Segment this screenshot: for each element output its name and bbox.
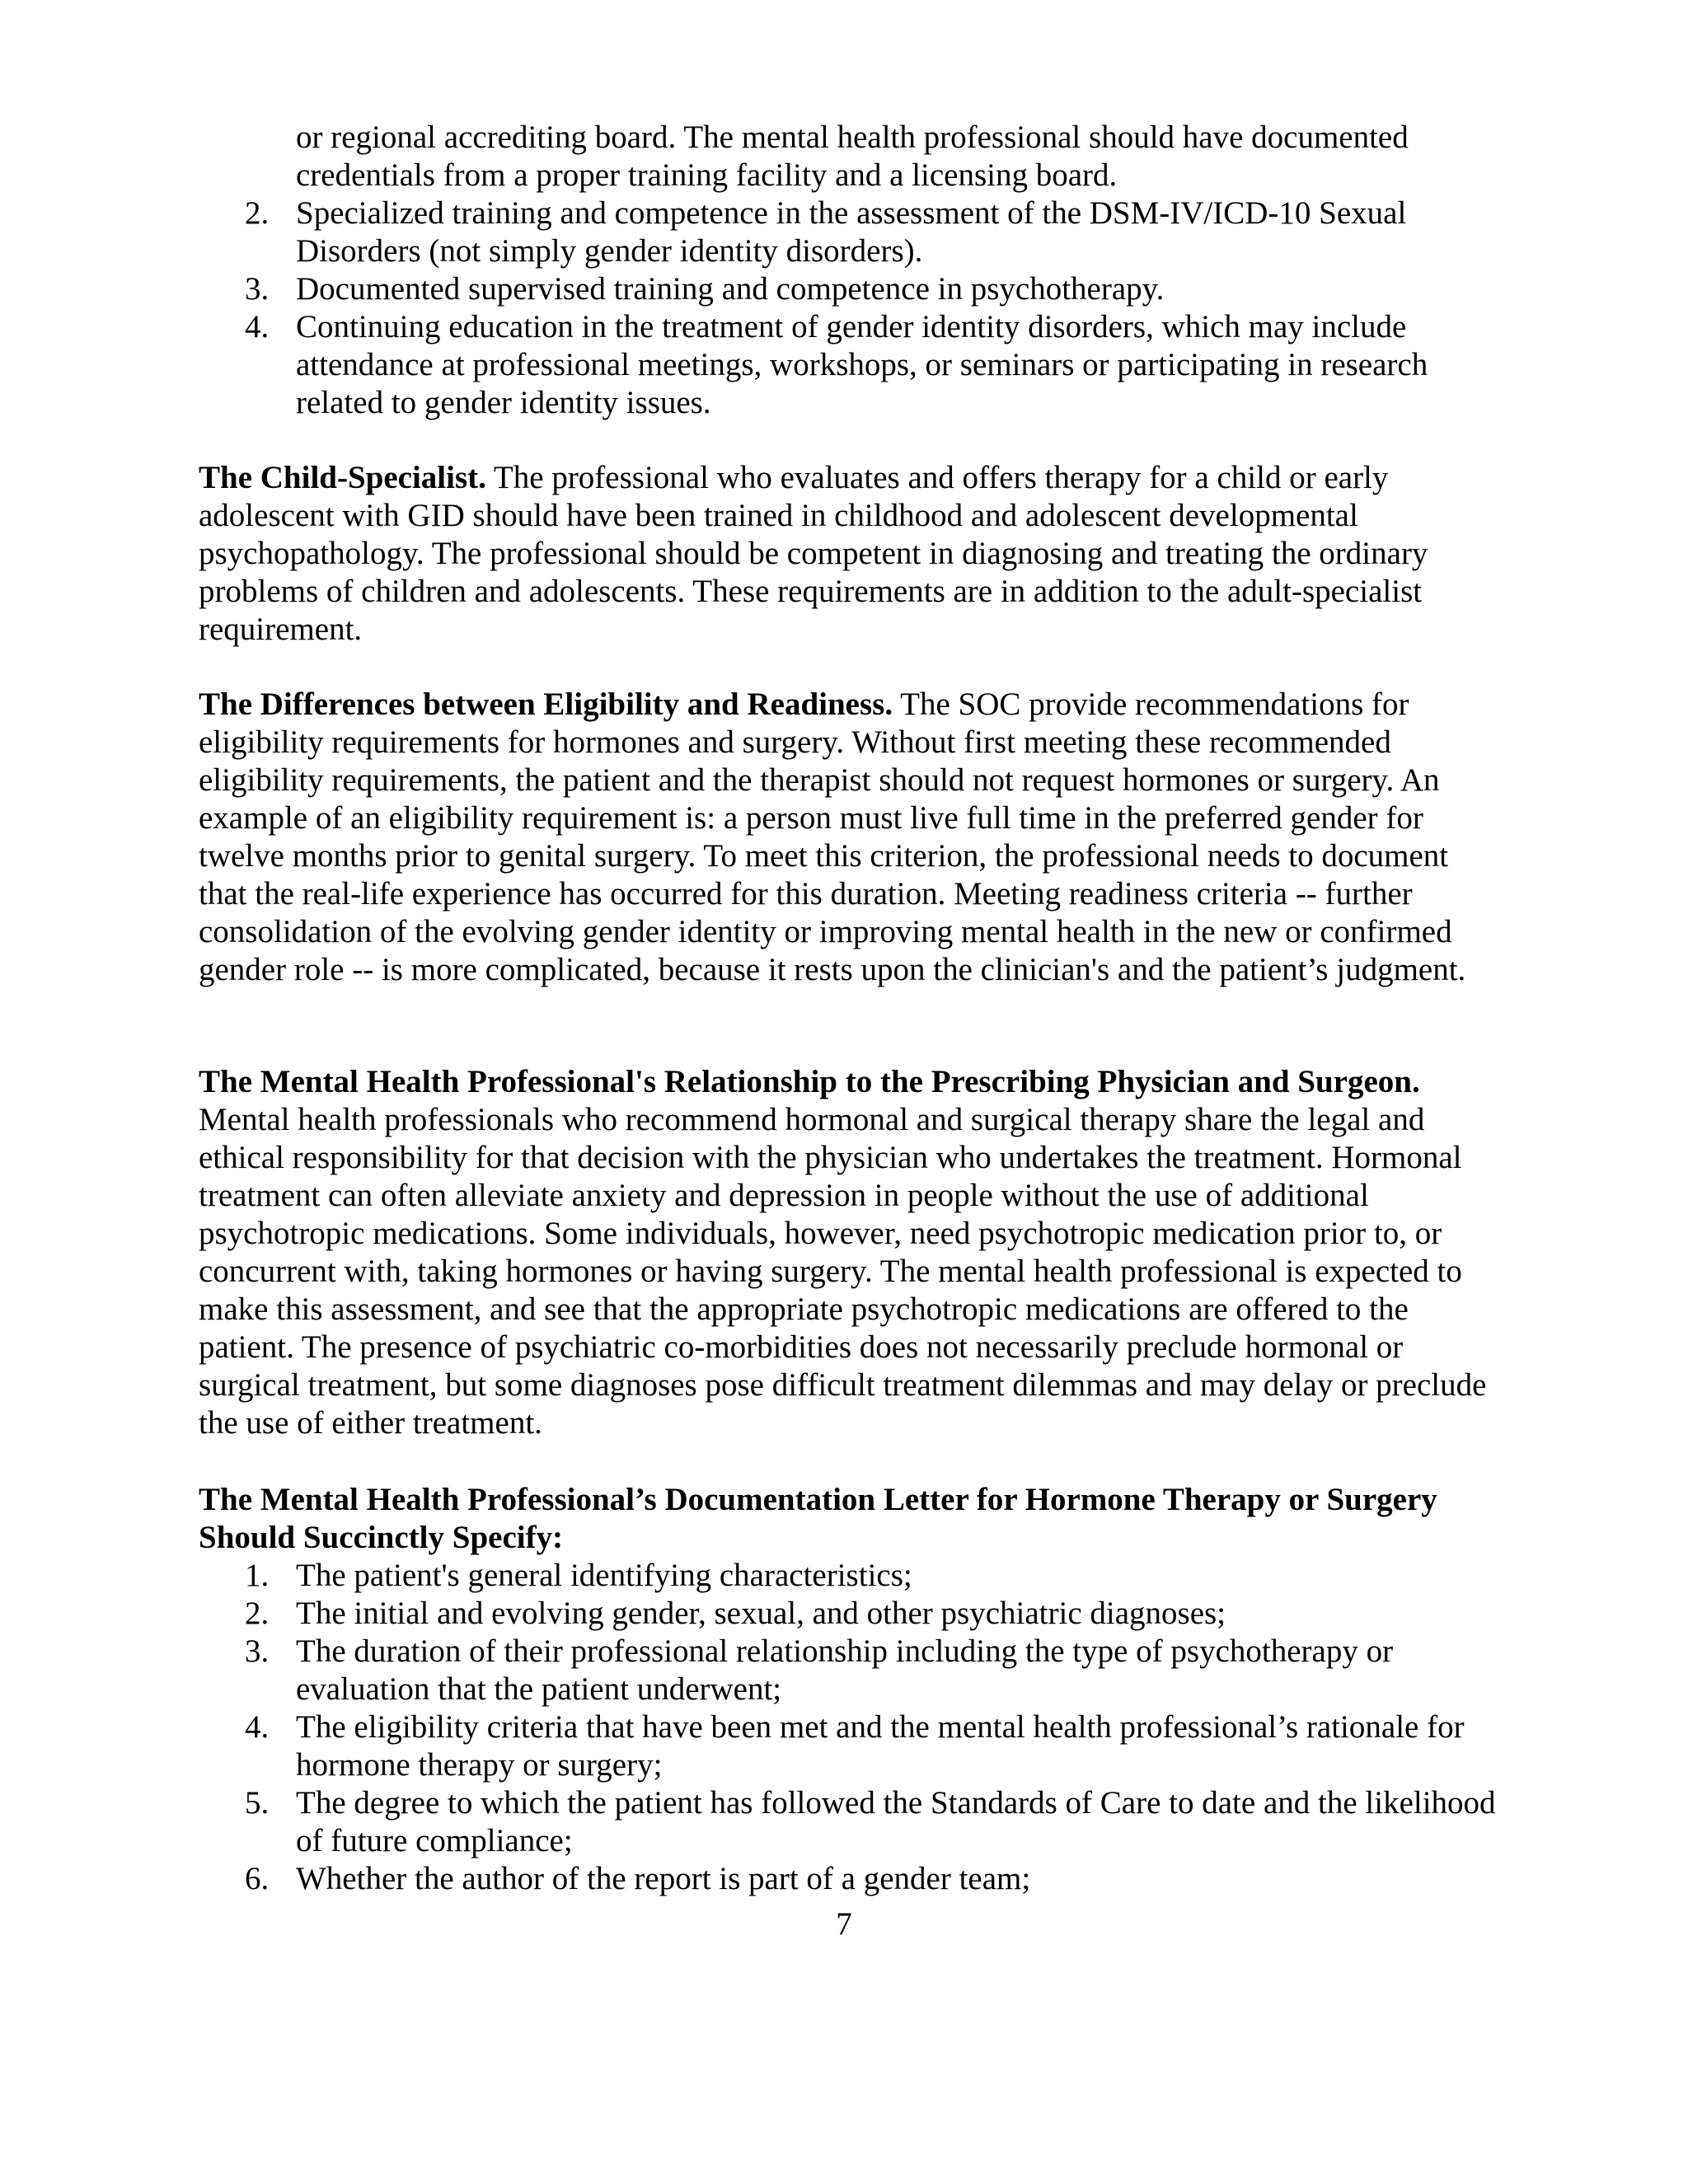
list-number: 1.	[245, 1558, 270, 1593]
list-text: The duration of their professional relationship including the type of psychotherapy or evaluation that the patient underwent;	[296, 1633, 1394, 1707]
list-item	[199, 308, 1501, 422]
list-text: Continuing education in the treatment of gender identity disorders, which may include attendance at professional meetings, workshops, or seminars or participating in research related to gender identity issues.	[296, 309, 1428, 420]
documentation-list	[199, 1557, 1501, 1898]
list-item	[199, 1860, 1501, 1898]
section-heading: The Differences between Eligibility and Readiness.	[199, 687, 893, 722]
continued-line-1: or regional accrediting board. The mental health professional should have documented	[296, 120, 1409, 155]
list-text: The patient's general identifying characteristics;	[296, 1558, 912, 1593]
continued-line-2: credentials from a proper training facility and a licensing board.	[296, 157, 1118, 193]
page-number: 7	[836, 1906, 852, 1942]
child-specialist-section	[199, 459, 1501, 649]
list-number: 6.	[245, 1861, 270, 1896]
section-heading-line-2: Should Succinctly Specify:	[199, 1520, 564, 1555]
list-text: The initial and evolving gender, sexual, and other psychiatric diagnoses;	[296, 1596, 1226, 1631]
list-item	[199, 1595, 1501, 1633]
section-text: Mental health professionals who recommend hormonal and surgical therapy share the legal and ethical responsibility for that decision with the physician who undertakes the treatment. Hormonal treatment can often alleviate anxiety and depression in people without the use of additional psychotropic medications. Some individuals, however, need psychotropic medication prior to, or concurrent with, taking hormones or having surgery. The mental health professional is expected to make this assessment, and see that the appropriate psychotropic medications are offered to the patient. The presence of psychiatric co-morbidities does not necessarily preclude hormonal or surgical treatment, but some diagnoses pose difficult treatment dilemmas and may delay or preclude the use of either treatment.	[199, 1102, 1487, 1441]
list-number: 4.	[245, 1709, 270, 1745]
documentation-section	[199, 1481, 1501, 1557]
section-heading: The Child-Specialist.	[199, 460, 486, 495]
list-text: Documented supervised training and competence in psychotherapy.	[296, 271, 1165, 307]
list-item	[199, 270, 1501, 308]
section-heading: The Mental Health Professional's Relationship to the Prescribing Physician and Surgeon.	[199, 1064, 1420, 1099]
list-number: 5.	[245, 1785, 270, 1821]
list-number: 2.	[245, 195, 270, 231]
list-number: 2.	[245, 1596, 270, 1631]
list-item	[199, 1633, 1501, 1708]
section-text: The SOC provide recommendations for eligibility requirements for hormones and surgery. Without first meeting these recommended eligibility requirements, the patient and the therapist should not request hormones or surgery. An example of an eligibility requirement is: a person must live full time in the preferred gender for twelve months prior to genital surgery. To meet this criterion, the professional needs to document that the real-life experience has occurred for this duration. Meeting readiness criteria -- further consolidation of the evolving gender identity or improving mental health in the new or confirmed gender role -- is more complicated, because it rests upon the clinician's and the patient’s judgment.	[199, 687, 1466, 987]
list-number: 3.	[245, 271, 270, 307]
eligibility-readiness-section	[199, 686, 1501, 989]
qualifications-list	[199, 194, 1501, 422]
list-item	[199, 194, 1501, 270]
section-heading-line-1: The Mental Health Professional’s Documentation Letter for Hormone Therapy or Surgery	[199, 1482, 1437, 1517]
list-text: Specialized training and competence in the assessment of the DSM-IV/ICD-10 Sexual Disorders (not simply gender identity disorders).	[296, 195, 1407, 269]
section-text: The professional who evaluates and offers therapy for a child or early adolescent with GID should have been trained in childhood and adolescent developmental psychopathology. The professional should be competent in diagnosing and treating the ordinary problems of children and adolescents. These requirements are in addition to the adult-specialist requirement.	[199, 460, 1428, 647]
continued-list-item	[296, 119, 1501, 194]
list-text: The eligibility criteria that have been met and the mental health professional’s rationale for hormone therapy or surgery;	[296, 1709, 1465, 1783]
list-item	[199, 1784, 1501, 1860]
list-number: 3.	[245, 1633, 270, 1669]
list-item	[199, 1557, 1501, 1595]
list-number: 4.	[245, 309, 270, 344]
list-text: The degree to which the patient has followed the Standards of Care to date and the likelihood of future compliance;	[296, 1785, 1496, 1858]
relationship-section	[199, 1063, 1501, 1442]
list-text: Whether the author of the report is part of a gender team;	[296, 1861, 1031, 1896]
list-item	[199, 1708, 1501, 1784]
